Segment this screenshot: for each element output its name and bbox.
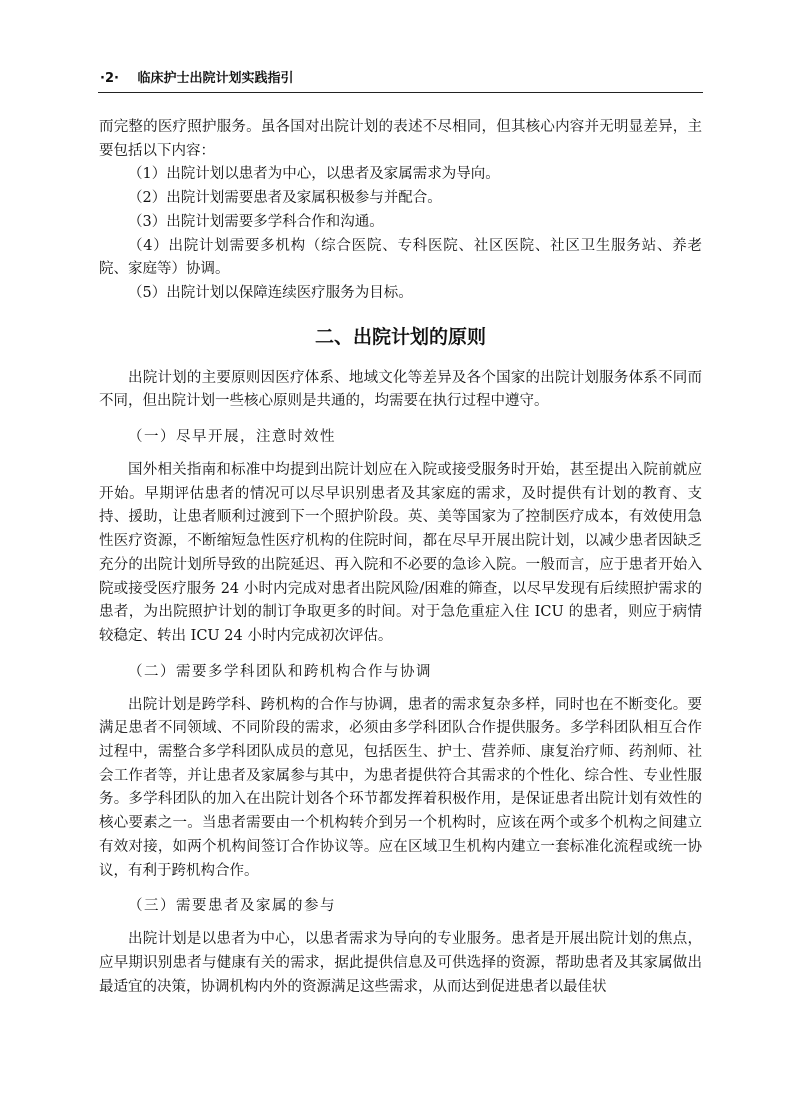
running-header bbox=[98, 66, 703, 93]
section-title: 二、出院计划的原则 bbox=[314, 325, 486, 348]
book-title: 临床护士出院计划实践指引 bbox=[137, 71, 294, 86]
continued-paragraph: 而完整的医疗照护服务。虽各国对出院计划的表述不尽相同，但其核心内容并无明显差异，主要包括以下内容： bbox=[99, 119, 702, 159]
subsection-heading: （一）尽早开展，注意时效性 bbox=[128, 429, 336, 446]
subsection-paragraph: 国外相关指南和标准中均提到出院计划应在入院或接受服务时开始，甚至提出入院前就应开始。早期评估患者的情况可以尽早识别患者及其家庭的需求，及时提供有计划的教育、支持、援助，让患者顺利过渡到下一个照护阶段。英、美等国家为了控制医疗成本，有效使用急性医疗资源，不断缩短急性医疗机构的住院时间，都在尽早开展出院计划，以减少患者因缺乏充分的出院计划所导致的出院延迟、再入院和不必要的急诊入院。一般而言，应于患者开始入院或接受医疗服务 24 小时内完成对患者出院风险/困难的筛查，以尽早发现有后续照护需求的患者，为出院照护计划的制订争取更多的时间。对于急危重症入住 ICU 的患者，则应于病情较稳定、转出 ICU 24 小时内完成初次评估。 bbox=[99, 462, 702, 644]
list-item: （4）出院计划需要多机构（综合医院、专科医院、社区医院、社区卫生服务站、养老院、家庭等）协调。 bbox=[99, 237, 702, 278]
section-intro-paragraph: 出院计划的主要原则因医疗体系、地域文化等差异及各个国家的出院计划服务体系不同而不同，但出院计划一些核心原则是共通的，均需要在执行过程中遵守。 bbox=[99, 369, 702, 410]
page-number: ·2· bbox=[100, 71, 119, 86]
list-item: （1）出院计划以患者为中心，以患者及家属需求为导向。 bbox=[128, 166, 500, 183]
list-item: （5）出院计划以保障连续医疗服务为目标。 bbox=[128, 284, 413, 301]
subsection-heading: （三）需要患者及家属的参与 bbox=[128, 898, 336, 915]
subsection-heading: （二）需要多学科团队和跨机构合作与协调 bbox=[128, 663, 432, 680]
subsection-paragraph: 出院计划是以患者为中心，以患者需求为导向的专业服务。患者是开展出院计划的焦点，应早期识别患者与健康有关的需求，据此提供信息及可供选择的资源，帮助患者及其家属做出最适宜的决策，协调机构内外的资源满足这些需求，从而达到促进患者以最佳状 bbox=[99, 931, 702, 995]
list-item: （2）出院计划需要患者及家属积极参与并配合。 bbox=[128, 190, 442, 207]
subsection-paragraph: 出院计划是跨学科、跨机构的合作与协调，患者的需求复杂多样，同时也在不断变化。要满足患者不同领域、不同阶段的需求，必须由多学科团队合作提供服务。多学科团队相互合作过程中，需整合多学科团队成员的意见，包括医生、护士、营养师、康复治疗师、药剂师、社会工作者等，并让患者及家属参与其中，为患者提供符合其需求的个性化、综合性、专业性服务。多学科团队的加入在出院计划各个环节都发挥着积极作用，是保证患者出院计划有效性的核心要素之一。当患者需要由一个机构转介到另一个机构时，应该在两个或多个机构之间建立有效对接，如两个机构间签订合作协议等。应在区域卫生机构内建立一套标准化流程或统一协议，有利于跨机构合作。 bbox=[99, 696, 702, 879]
list-item: （3）出院计划需要多学科合作和沟通。 bbox=[128, 213, 384, 230]
page-body bbox=[99, 116, 702, 999]
